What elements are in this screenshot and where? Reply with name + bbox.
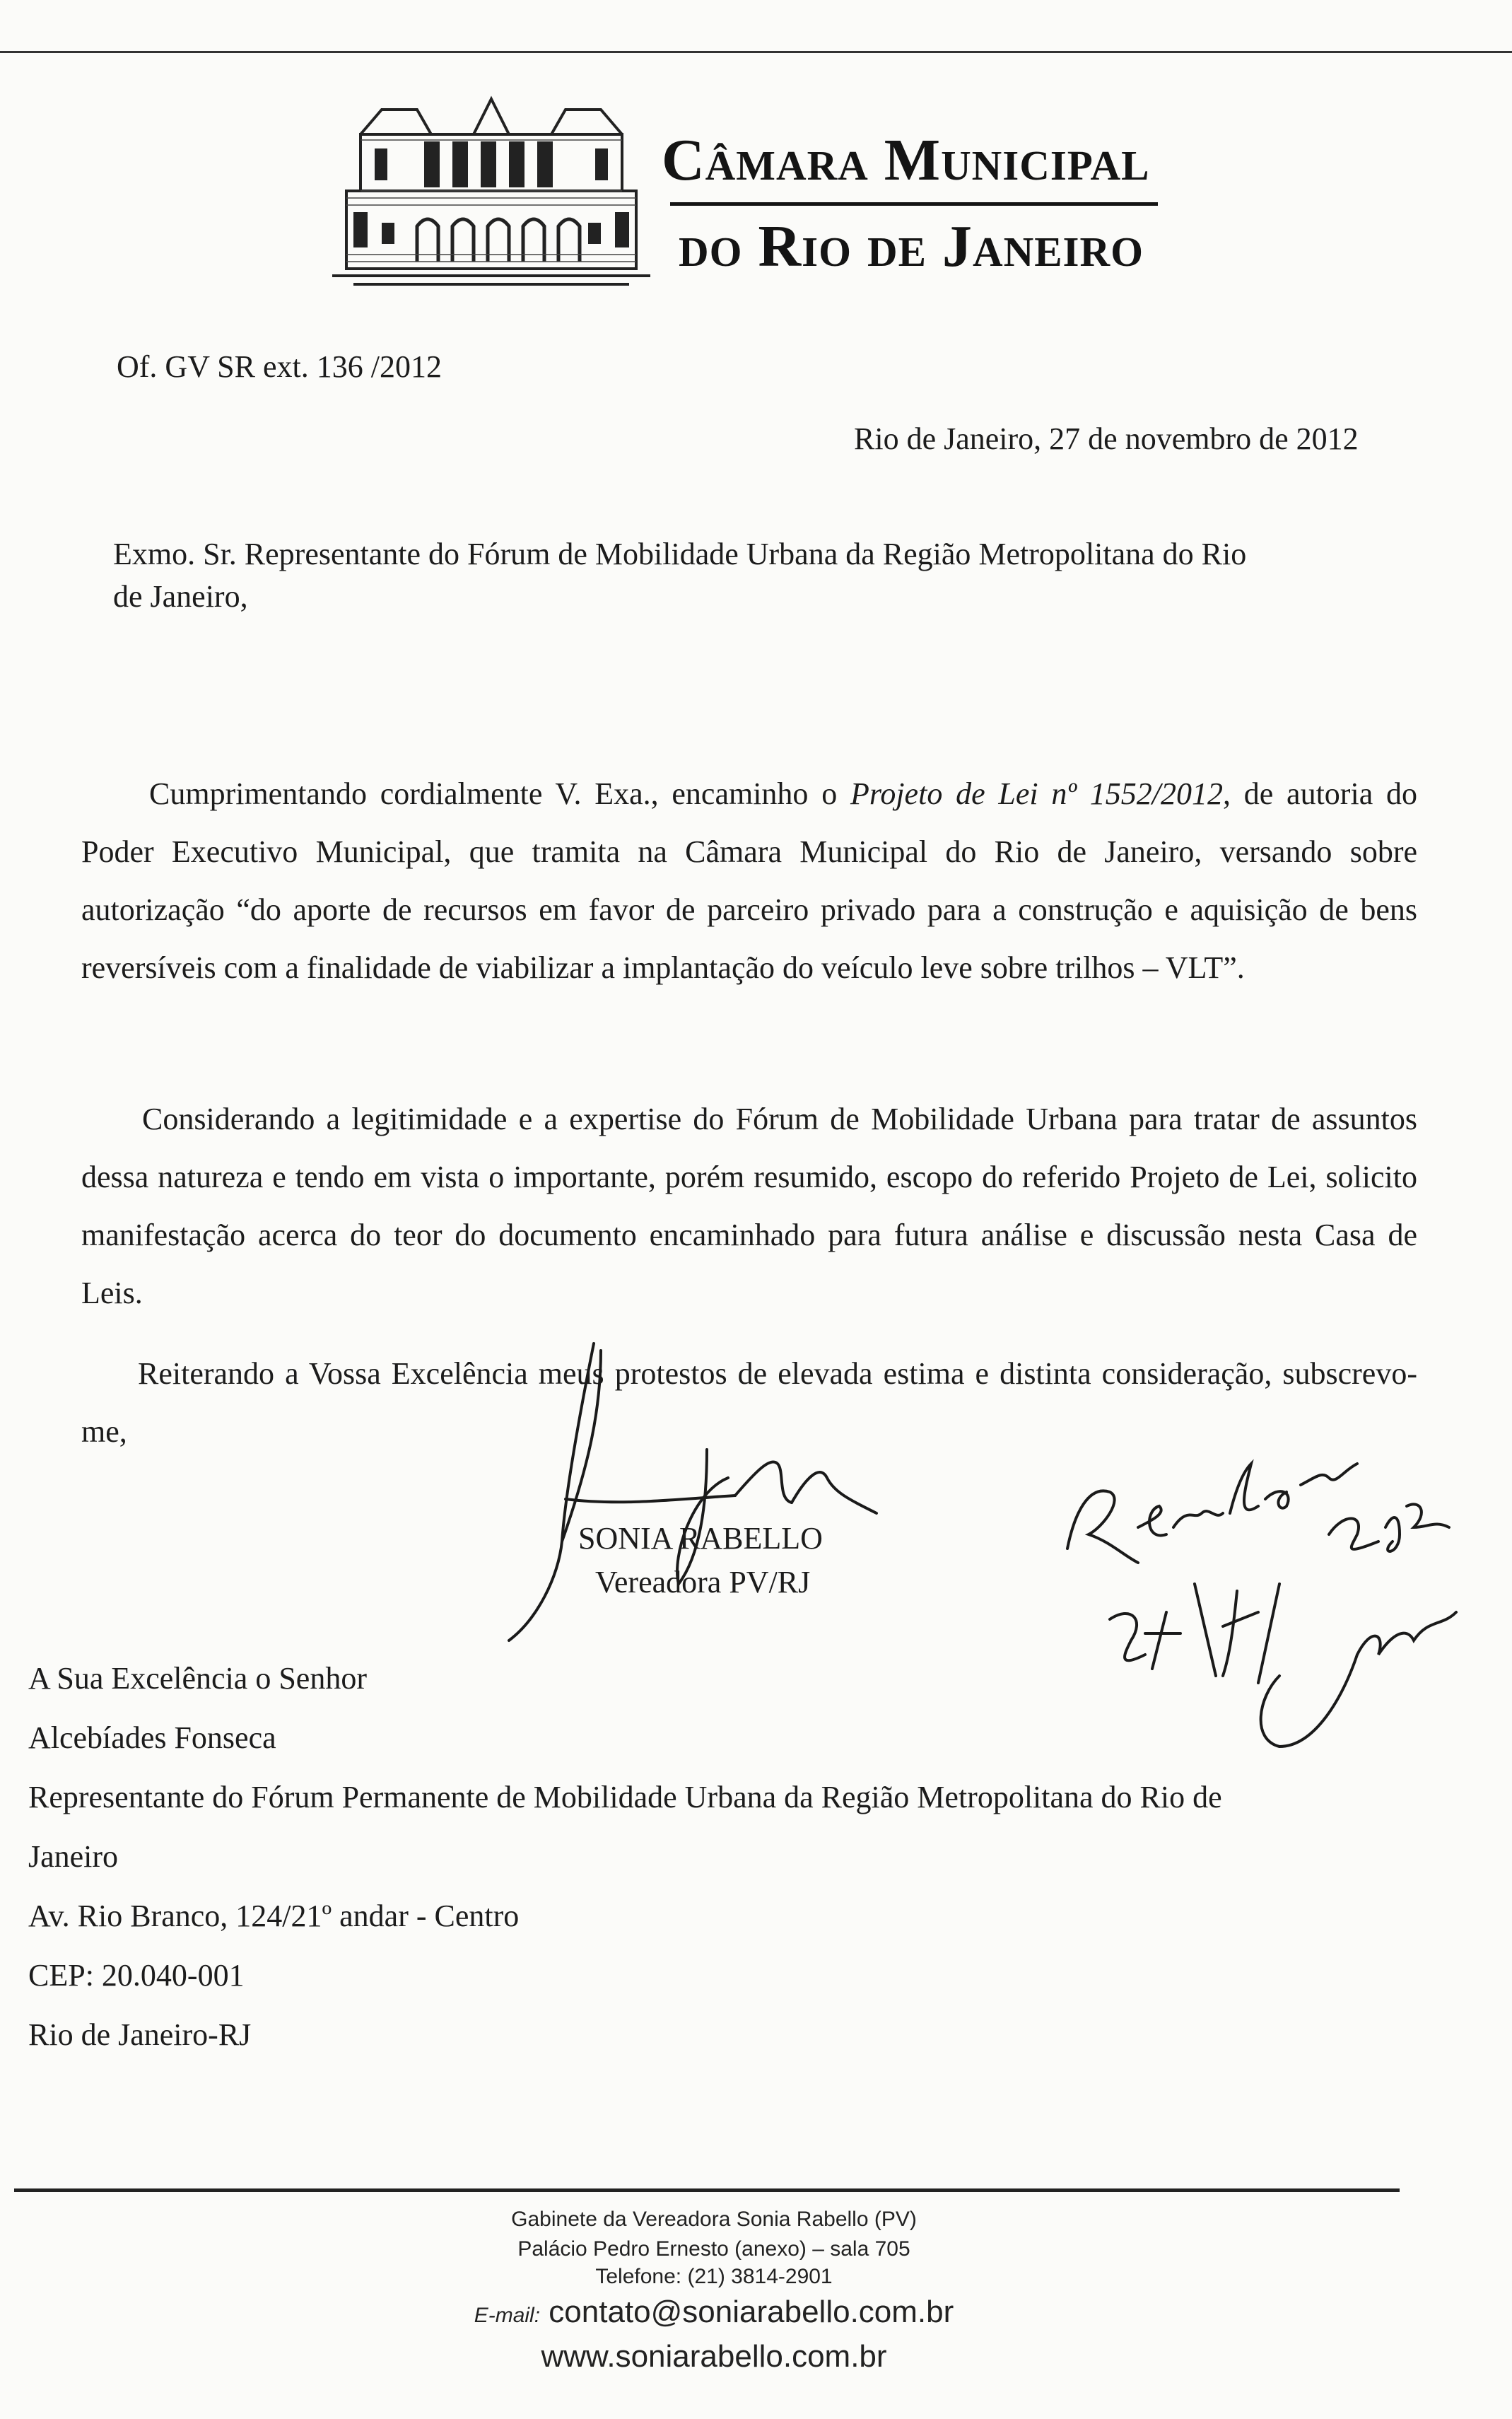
recipient-line: A Sua Excelência o Senhor [28,1661,367,1696]
footer-email-label: E-mail: [474,2304,541,2327]
letter-reference-number: Of. GV SR ext. 136 /2012 [117,349,442,384]
recipient-line: Representante do Fórum Permanente de Mobilidade Urbana da Região Metropolitana do Rio de [28,1780,1222,1814]
recipient-line: Alcebíades Fonseca [28,1720,276,1755]
salutation-line-2: de Janeiro, [113,579,248,614]
letter-place-date: Rio de Janeiro, 27 de novembro de 2012 [854,421,1359,456]
top-border-line [0,51,1512,53]
recipient-line: Janeiro [28,1839,119,1874]
recipient-line: Rio de Janeiro-RJ [28,2017,252,2052]
salutation-line-1: Exmo. Sr. Representante do Fórum de Mobilidade Urbana da Região Metropolitana do Rio [113,537,1247,571]
footer-email-row [396,2295,1032,2330]
paragraph-2-text: Considerando a legitimidade e a expertise do Fórum de Mobilidade Urbana para tratar de assuntos dessa natureza e tendo em vista o importante, porém resumido, escopo do referido Projeto de Lei, solicito manifestação acerca do teor do documento encaminhado para futura análise e discussão nesta Casa de Leis. [81,1102,1417,1310]
footer-rule [14,2188,1400,2192]
handwritten-signature [495,1329,947,1662]
institution-name-rule [670,202,1158,206]
footer-building: Palácio Pedro Ernesto (anexo) – sala 705 [517,2237,910,2261]
footer-office: Gabinete da Vereadora Sonia Rabello (PV) [511,2208,917,2231]
institution-name-line1: Câmara Municipal [662,127,1150,193]
chamber-building-crest-logo [332,85,650,290]
recipient-line: CEP: 20.040-001 [28,1958,245,1993]
footer-phone: Telefone: (21) 3814-2901 [595,2265,833,2288]
bill-reference: Projeto de Lei nº 1552/2012 [850,776,1223,811]
institution-name-line2: do Rio de Janeiro [679,214,1144,279]
paragraph-1-intro: Cumprimentando cordialmente V. Exa., encaminho o [149,776,850,811]
paragraph-3-text: Reiterando a Vossa Excelência meus protestos de elevada estima e distinta consideração, subscrevo-me, [81,1356,1417,1449]
recipient-address-block [28,1649,1222,2065]
body-paragraph-2 [81,1090,1417,1322]
signer-name: SONIA RABELLO [578,1521,823,1556]
signer-role: Vereadora PV/RJ [595,1565,811,1599]
footer-email-link[interactable]: contato@soniarabello.com.br [549,2295,954,2329]
recipient-line: Av. Rio Branco, 124/21º andar - Centro [28,1899,520,1933]
footer-website-link[interactable]: www.soniarabello.com.br [541,2339,887,2374]
paragraph-1-rest: , de autoria do Poder Executivo Municipal, que tramita na Câmara Municipal do Rio de Janeiro, versando sobre autorização “do aporte de recursos em favor de parceiro privado para a construção e aquisição de bens reversíveis com a finalidade de viabilizar a implantação do veículo leve sobre trilhos – VLT”. [81,776,1417,985]
body-paragraph-1 [81,765,1417,997]
